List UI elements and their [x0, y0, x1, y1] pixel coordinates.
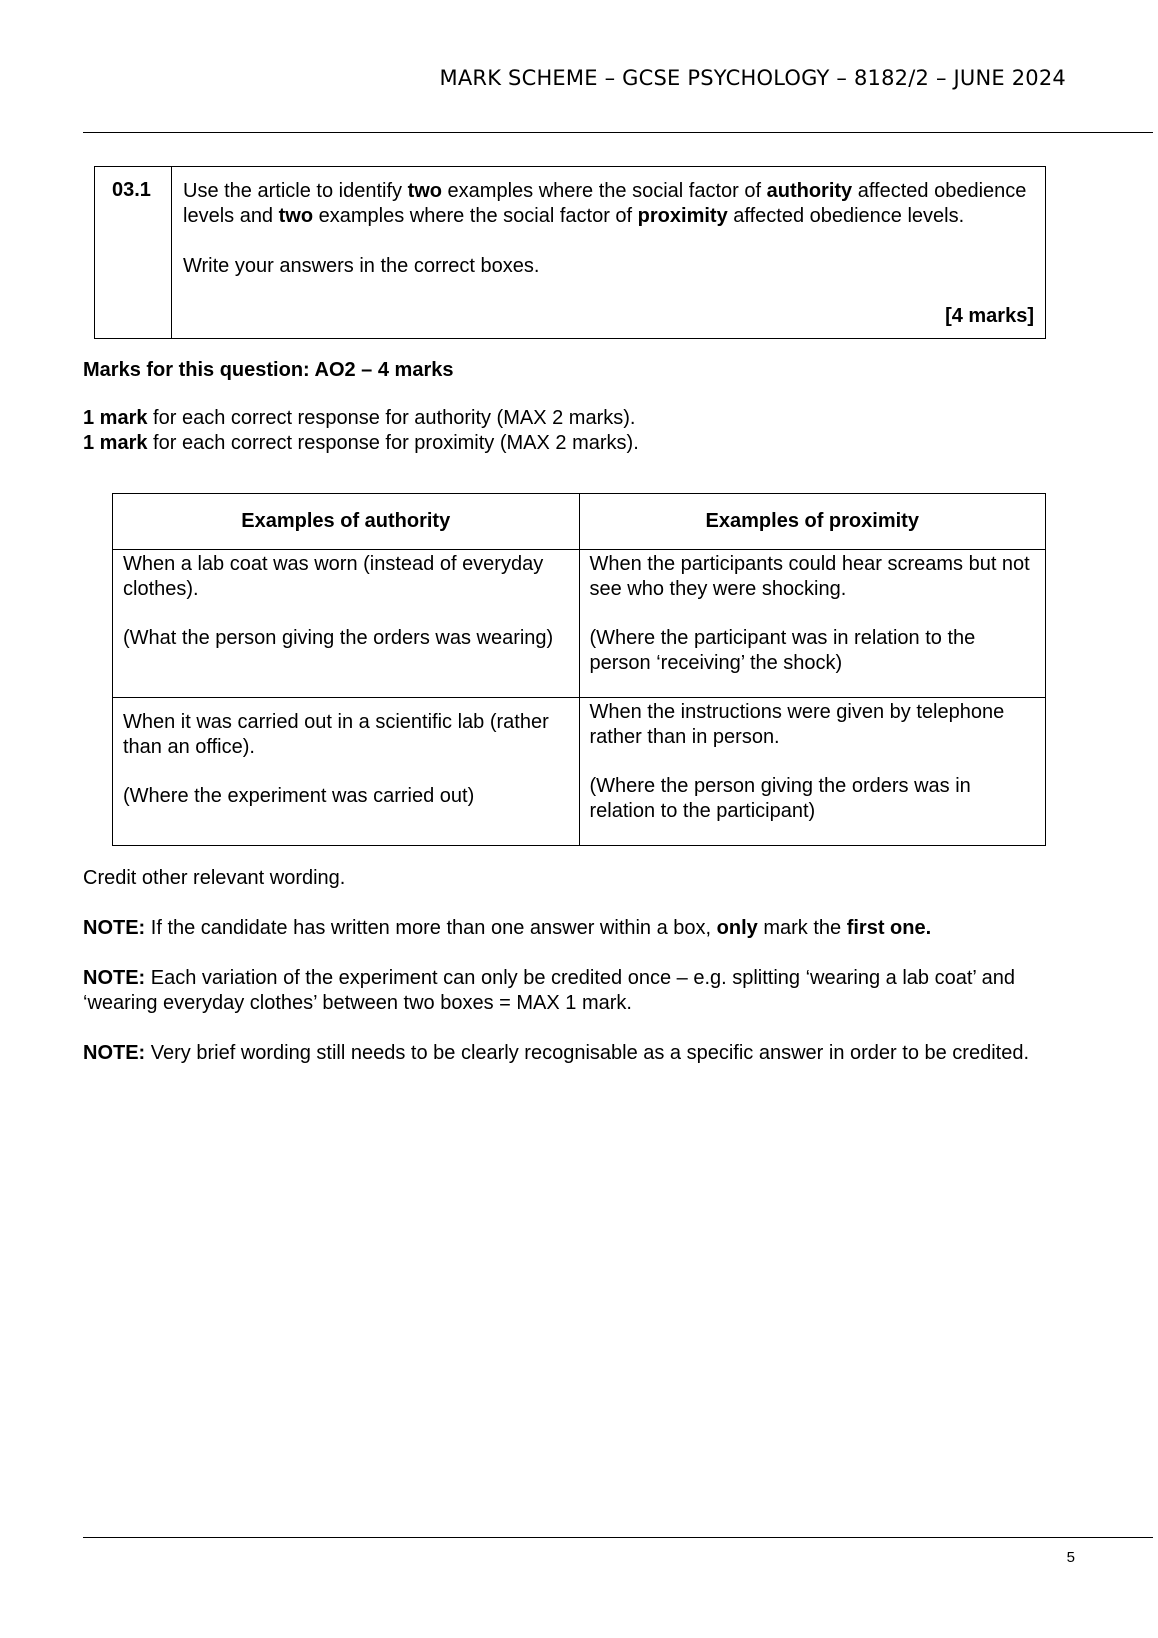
table-header-row [113, 494, 1046, 550]
question-marks: [4 marks] [945, 305, 1034, 327]
marks-heading: Marks for this question: AO2 – 4 marks [83, 359, 454, 381]
authority-example-2: When it was carried out in a scientific lab (rather than an office). (Where the experiment was carried out) [113, 698, 580, 846]
note-variation: NOTE: Each variation of the experiment can only be credited once – e.g. splitting ‘wearing a lab coat’ and ‘wearing everyday clothes’ between two boxes = MAX 1 mark. [83, 967, 1016, 1014]
question-prompt: Use the article to identify two examples where the social factor of authority affected obedience levels and two examples where the social factor of proximity affected obedience levels. [183, 180, 1027, 227]
note-first-answer: NOTE: If the candidate has written more than one answer within a box, only mark the first one. [83, 917, 932, 939]
question-body [172, 167, 1045, 338]
page-number: 5 [1066, 1549, 1075, 1566]
mark-rule-proximity: 1 mark for each correct response for proximity (MAX 2 marks). [83, 432, 639, 454]
mark-rules [83, 406, 1063, 456]
credit-note: Credit other relevant wording. [83, 867, 346, 889]
answer-table [112, 493, 1046, 846]
question-box [94, 166, 1046, 339]
table-row [113, 698, 1046, 846]
question-number: 03.1 [95, 167, 172, 338]
question-instruction: Write your answers in the correct boxes. [183, 255, 540, 277]
note-brief-wording: NOTE: Very brief wording still needs to be clearly recognisable as a specific answer in order to be credited. [83, 1042, 1030, 1064]
proximity-example-2: When the instructions were given by telephone rather than in person. (Where the person giving the orders was in relation to the participant) [579, 698, 1046, 846]
header-authority: Examples of authority [113, 494, 580, 550]
header-proximity: Examples of proximity [579, 494, 1046, 550]
document-header-title: MARK SCHEME – GCSE PSYCHOLOGY – 8182/2 – JUNE 2024 [439, 66, 1066, 90]
mark-rule-authority: 1 mark for each correct response for authority (MAX 2 marks). [83, 407, 636, 429]
table-row [113, 550, 1046, 698]
authority-example-1: When a lab coat was worn (instead of everyday clothes). (What the person giving the orders was wearing) [113, 550, 580, 698]
proximity-example-1: When the participants could hear screams but not see who they were shocking. (Where the participant was in relation to the person ‘receiving’ the shock) [579, 550, 1046, 698]
footer-divider [83, 1537, 1153, 1538]
header-divider [83, 132, 1153, 133]
